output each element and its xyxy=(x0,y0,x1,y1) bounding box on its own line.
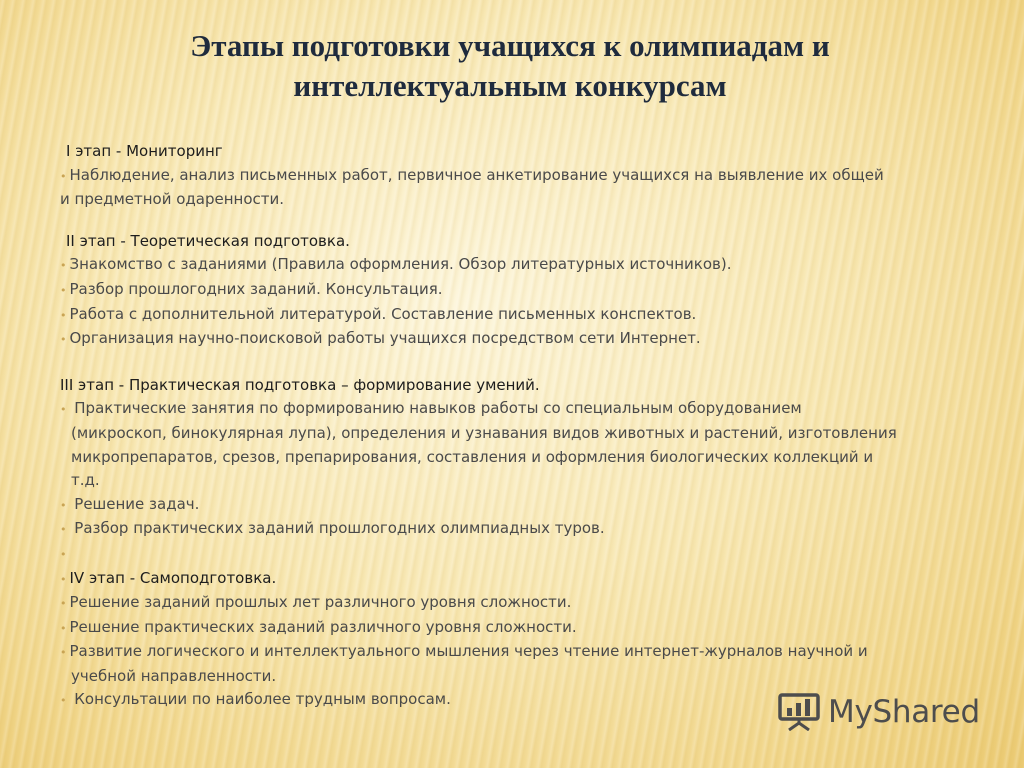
stage-4-heading xyxy=(60,567,960,592)
bullet-icon: • xyxy=(60,694,67,708)
bullet-icon: • xyxy=(60,646,67,660)
stage-3-heading: III этап - Практическая подготовка – формирование умений. xyxy=(60,375,540,394)
presentation-board-icon xyxy=(778,693,820,731)
list-item-text: Практические занятия по формированию навыков работы со специальным оборудованием xyxy=(69,399,802,418)
list-item-text: Развитие логического и интеллектуального мышления через чтение интернет-журналов научной и xyxy=(69,642,868,661)
list-item-text: Решение задач. xyxy=(69,494,200,513)
bullet-icon: • xyxy=(60,523,67,537)
list-item-text: Разбор практических заданий прошлогодних олимпиадных туров. xyxy=(69,519,605,538)
bullet-icon: • xyxy=(60,498,67,512)
bullet-icon: • xyxy=(60,169,67,183)
list-item-continuation: (микроскоп, бинокулярная лупа), определения и узнавания видов животных и растений, изготовления xyxy=(71,423,897,442)
list-item xyxy=(60,616,960,641)
bullet-icon: • xyxy=(60,259,67,273)
list-item xyxy=(60,327,960,352)
list-item-continuation: т.д. xyxy=(71,471,100,490)
title-line-1: Этапы подготовки учащихся к олимпиадам и xyxy=(190,28,830,63)
bullet-icon: • xyxy=(60,308,67,322)
slide-body xyxy=(60,140,960,713)
list-item-text: Решение заданий прошлых лет различного уровня сложности. xyxy=(69,593,572,612)
list-item xyxy=(60,397,960,422)
bullet-icon: • xyxy=(60,547,67,561)
slide-title xyxy=(60,26,960,106)
watermark-text: MyShared xyxy=(828,694,980,730)
bullet-icon: • xyxy=(60,572,67,586)
list-item xyxy=(60,517,960,542)
stage-1-line: и предметной одаренности. xyxy=(60,190,285,209)
bullet-icon: • xyxy=(60,621,67,635)
title-line-2: интеллектуальным конкурсам xyxy=(293,68,727,103)
bullet-icon: • xyxy=(60,597,67,611)
list-item xyxy=(60,640,960,665)
stage-1-heading: I этап - Мониторинг xyxy=(66,142,223,160)
bullet-icon: • xyxy=(60,283,67,297)
list-item-text: Разбор прошлогодних заданий. Консультация. xyxy=(69,279,443,298)
list-item xyxy=(60,303,960,328)
list-item xyxy=(60,591,960,616)
list-item-continuation: микропрепаратов, срезов, препарирования, составления и оформления биологических коллекций и xyxy=(71,447,874,466)
stage-1-text: Наблюдение, анализ письменных работ, первичное анкетирование учащихся на выявление их общей xyxy=(69,165,884,184)
stage-2-heading: II этап - Теоретическая подготовка. xyxy=(66,231,350,250)
list-item-text: Знакомство с заданиями (Правила оформления. Обзор литературных источников). xyxy=(69,255,732,274)
list-item-continuation: учебной направленности. xyxy=(71,666,277,685)
list-item xyxy=(60,493,960,518)
bullet-icon: • xyxy=(60,403,67,417)
stage-4-heading-text: IV этап - Самоподготовка. xyxy=(69,568,277,587)
list-item xyxy=(60,278,960,303)
list-item-text: Работа с дополнительной литературой. Составление письменных конспектов. xyxy=(69,304,697,323)
bullet-icon: • xyxy=(60,333,67,347)
list-item-text: Консультации по наиболее трудным вопросам. xyxy=(69,690,451,709)
list-item-text: Решение практических заданий различного уровня сложности. xyxy=(69,617,577,636)
list-item xyxy=(60,253,960,278)
list-item-text: Организация научно-поисковой работы учащихся посредством сети Интернет. xyxy=(69,329,701,348)
stage-1-line xyxy=(60,164,960,189)
myshared-watermark xyxy=(778,690,980,734)
empty-list-item xyxy=(60,542,960,567)
